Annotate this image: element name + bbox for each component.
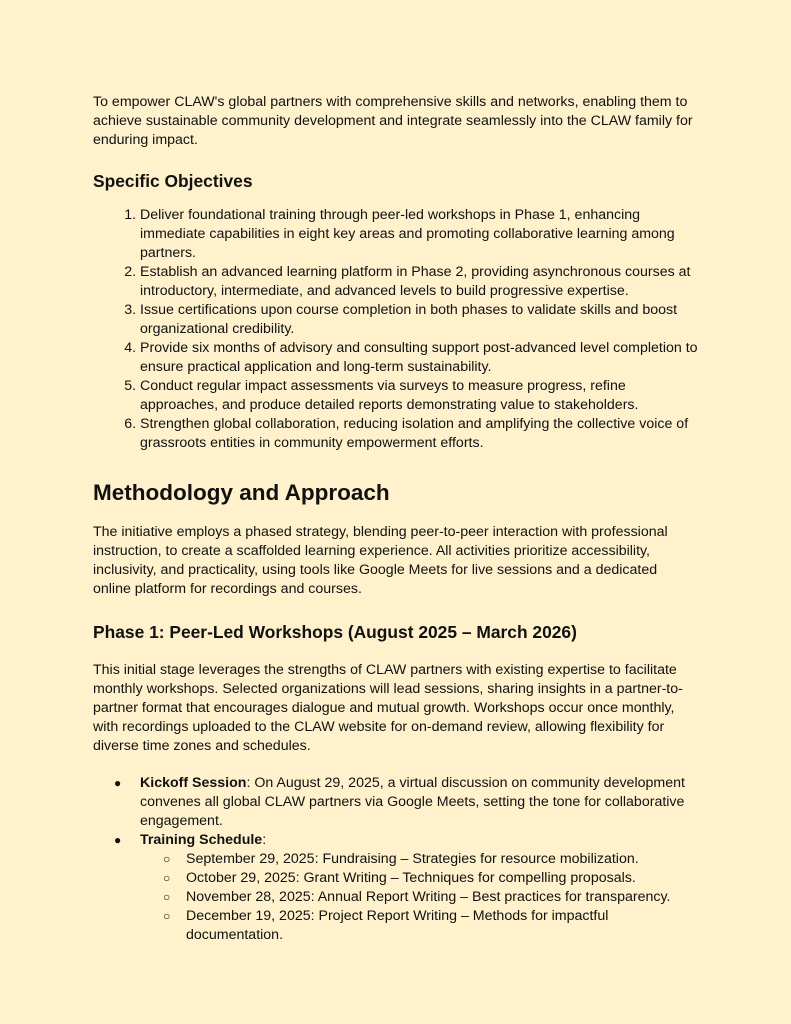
phase1-bullet-list (93, 774, 698, 945)
methodology-paragraph: The initiative employs a phased strategy, blending peer-to-peer interaction with professional instruction, to create a scaffolded learning experience. All activities prioritize accessibility, inclusivity, and practicality, using tools like Google Meets for live sessions and a dedicated online platform for recordings and courses. (93, 524, 668, 597)
circle-bullet-icon: ○ (163, 909, 171, 923)
objective-item: 4. Provide six months of advisory and consulting support post-advanced level completion to ensure practical application and long-term sustainability. (140, 339, 698, 377)
schedule-entry-text: October 29, 2025: Grant Writing – Techniques for compelling proposals. (186, 870, 636, 886)
circle-bullet-icon: ○ (163, 871, 171, 885)
phase1-heading: Phase 1: Peer-Led Workshops (August 2025 – March 2026) (93, 622, 577, 642)
objective-item: 3. Issue certifications upon course completion in both phases to validate skills and boost organizational credibility. (140, 301, 698, 339)
schedule-entry (163, 907, 698, 945)
methodology-heading: Methodology and Approach (93, 480, 390, 505)
bullet-dot-icon: ● (114, 776, 122, 790)
schedule-label: Training Schedule (140, 832, 263, 848)
schedule-list (140, 850, 698, 945)
schedule-entry (163, 888, 698, 907)
schedule-entry-text: November 28, 2025: Annual Report Writing – Best practices for transparency. (186, 889, 671, 905)
objective-item: 1. Deliver foundational training through peer-led workshops in Phase 1, enhancing immediate capabilities in eight key areas and promoting collaborative learning among partners. (140, 206, 698, 263)
objective-item: 2. Establish an advanced learning platform in Phase 2, providing asynchronous courses at introductory, intermediate, and advanced levels to build progressive expertise. (140, 263, 698, 301)
schedule-entry (163, 850, 698, 869)
kickoff-label: Kickoff Session (140, 775, 247, 791)
objectives-list (93, 206, 698, 453)
bullet-dot-icon: ● (114, 833, 122, 847)
schedule-entry-text: December 19, 2025: Project Report Writing – Methods for impactful documentation. (186, 908, 609, 943)
kickoff-text: : On August 29, 2025, a virtual discussion on community development convenes all global CLAW partners via Google Meets, setting the tone for collaborative engagement. (140, 775, 685, 829)
intro-paragraph: To empower CLAW's global partners with comprehensive skills and networks, enabling them to achieve sustainable community development and integrate seamlessly into the CLAW family for enduring impact. (93, 94, 693, 148)
schedule-colon: : (262, 832, 267, 848)
kickoff-item (114, 774, 698, 831)
objective-item: 5. Conduct regular impact assessments via surveys to measure progress, refine approaches, and produce detailed reports demonstrating value to stakeholders. (140, 377, 698, 415)
objectives-heading: Specific Objectives (93, 171, 253, 191)
objective-item: 6. Strengthen global collaboration, reducing isolation and amplifying the collective voice of grassroots entities in community empowerment efforts. (140, 415, 698, 453)
circle-bullet-icon: ○ (163, 852, 171, 866)
phase1-paragraph: This initial stage leverages the strengths of CLAW partners with existing expertise to facilitate monthly workshops. Selected organizations will lead sessions, sharing insights in a partner-to-partner format that encourages dialogue and mutual growth. Workshops occur once monthly, with recordings uploaded to the CLAW website for on-demand review, allowing flexibility for diverse time zones and schedules. (93, 662, 683, 754)
schedule-entry-text: September 29, 2025: Fundraising – Strategies for resource mobilization. (186, 851, 639, 867)
circle-bullet-icon: ○ (163, 890, 171, 904)
schedule-item (114, 831, 698, 945)
schedule-entry (163, 869, 698, 888)
